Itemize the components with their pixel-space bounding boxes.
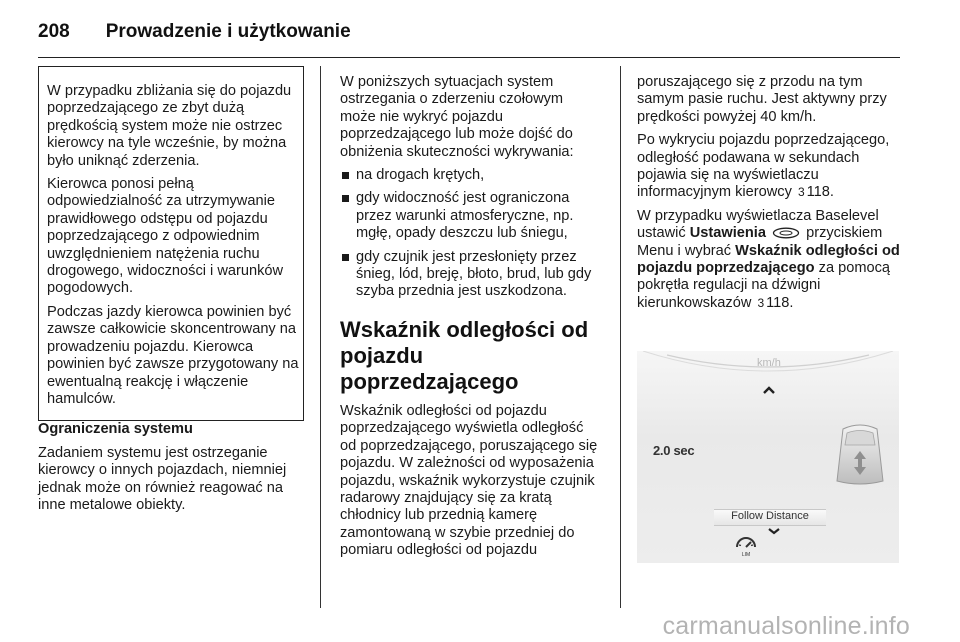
distance-readout: 2.0 sec xyxy=(653,443,695,458)
follow-distance-label: Follow Distance xyxy=(731,510,809,522)
chapter-title: Prowadzenie i użytkowanie xyxy=(105,21,351,42)
page-header xyxy=(38,14,900,50)
column-divider xyxy=(320,66,321,608)
list-item: gdy czujnik jest przesłonięty przez śnieg, lód, breję, błoto, brud, lub gdy szyba przednia jest uszkodzona. xyxy=(340,249,602,301)
vehicle-ahead-icon xyxy=(833,421,887,487)
column-1 xyxy=(38,66,304,520)
column-2 xyxy=(340,74,602,566)
warning-box xyxy=(38,66,304,421)
list-item: na drogach krętych, xyxy=(340,167,602,184)
speed-unit-label: km/h xyxy=(757,357,781,369)
page-reference[interactable]: 118. xyxy=(766,294,794,311)
steering-wheel-icon xyxy=(772,227,800,239)
warning-paragraph: Podczas jazdy kierowca powinien być zawsze całkowicie skoncentrowany na prowadzeniu pojazdu. Kierowca powinien być zawsze przygotowany na ewentualną reakcję i włączenie hamulców. xyxy=(47,303,299,407)
limits-intro: W poniższych sytuacjach system ostrzegania o zderzeniu czołowym może nie wykryć pojazdu poprzedzającego lub może dojść do obniżenia skuteczności wykrywania: xyxy=(340,74,574,160)
paragraph: poruszającego się z przodu na tym samym pasie ruchu. Jest aktywny przy prędkości powyżej 40 km/h. xyxy=(637,74,887,125)
section-title: Wskaźnik odległości od pojazdu poprzedzającego xyxy=(340,316,589,394)
list-item: gdy widoczność jest ograniczona przez warunki atmosferyczne, np. mgłę, opady deszczu lub śniegu, xyxy=(340,190,602,242)
page-number: 208 xyxy=(38,21,70,42)
watermark: carmanualsonline.info xyxy=(662,612,910,640)
paragraph: Po wykryciu pojazdu poprzedzającego, odległość podawana w sekundach pojawia się na wyświetlaczu informacyjnym kierowcy 3 118. xyxy=(637,132,890,201)
warning-paragraph: W przypadku zbliżania się do pojazdu poprzedzającego ze zbyt dużą prędkością system może nie ostrzec kierowcy na tyle wcześnie, by można było uniknąć zderzenia. xyxy=(47,83,292,169)
limits-list xyxy=(340,167,602,301)
lim-label: LIM xyxy=(741,552,751,558)
paragraph: W przypadku wyświetlacza Baselevel ustawić Ustawienia przyciskiem Menu i wybrać Wskaźnik odległości od pojazdu poprzedzającego za pomocą pokrętła regulacji na dźwigni kierunkowskazów 3 118. xyxy=(637,207,900,311)
section-text: Wskaźnik odległości od pojazdu poprzedzającego wyświetla odległość od poprzedzającego, poruszającego się pojazdu. W zależności od wyposażenia pojazdu, wskaźnik wykorzystuje czujnik radarowy znajdujący się za kratą chłodnicy lub przednią kamerę zamontowaną w szybie przedniej do pomiaru odległości od pojazdu xyxy=(340,402,598,559)
speed-limiter-icon xyxy=(733,533,759,559)
chevron-up-icon xyxy=(761,385,777,395)
warning-paragraph: Kierowca ponosi pełną odpowiedzialność za utrzymywanie prawidłowego odstępu od pojazdu poprzedzającego z odpowiednim uwzględnieniem natężenia ruchu drogowego, widoczności i warunków pogodowych. xyxy=(47,176,284,297)
limits-heading: Ograniczenia systemu xyxy=(38,421,193,438)
menu-distance-indicator: Wskaźnik odległości od pojazdu poprzedzającego xyxy=(637,242,900,277)
column-3 xyxy=(637,74,903,318)
cluster-display-illustration xyxy=(637,351,899,563)
page-reference-icon: 3 xyxy=(797,185,805,200)
header-rule xyxy=(38,57,900,58)
limits-text: Zadaniem systemu jest ostrzeganie kierowcy o innych pojazdach, niemniej jednak może on również reagować na inne metalowe obiekty. xyxy=(38,444,287,513)
chevron-down-icon xyxy=(767,527,781,535)
menu-settings: Ustawienia xyxy=(689,225,766,242)
column-divider xyxy=(620,66,621,608)
page-reference-icon: 3 xyxy=(757,295,765,310)
page-reference[interactable]: 118. xyxy=(806,184,834,201)
